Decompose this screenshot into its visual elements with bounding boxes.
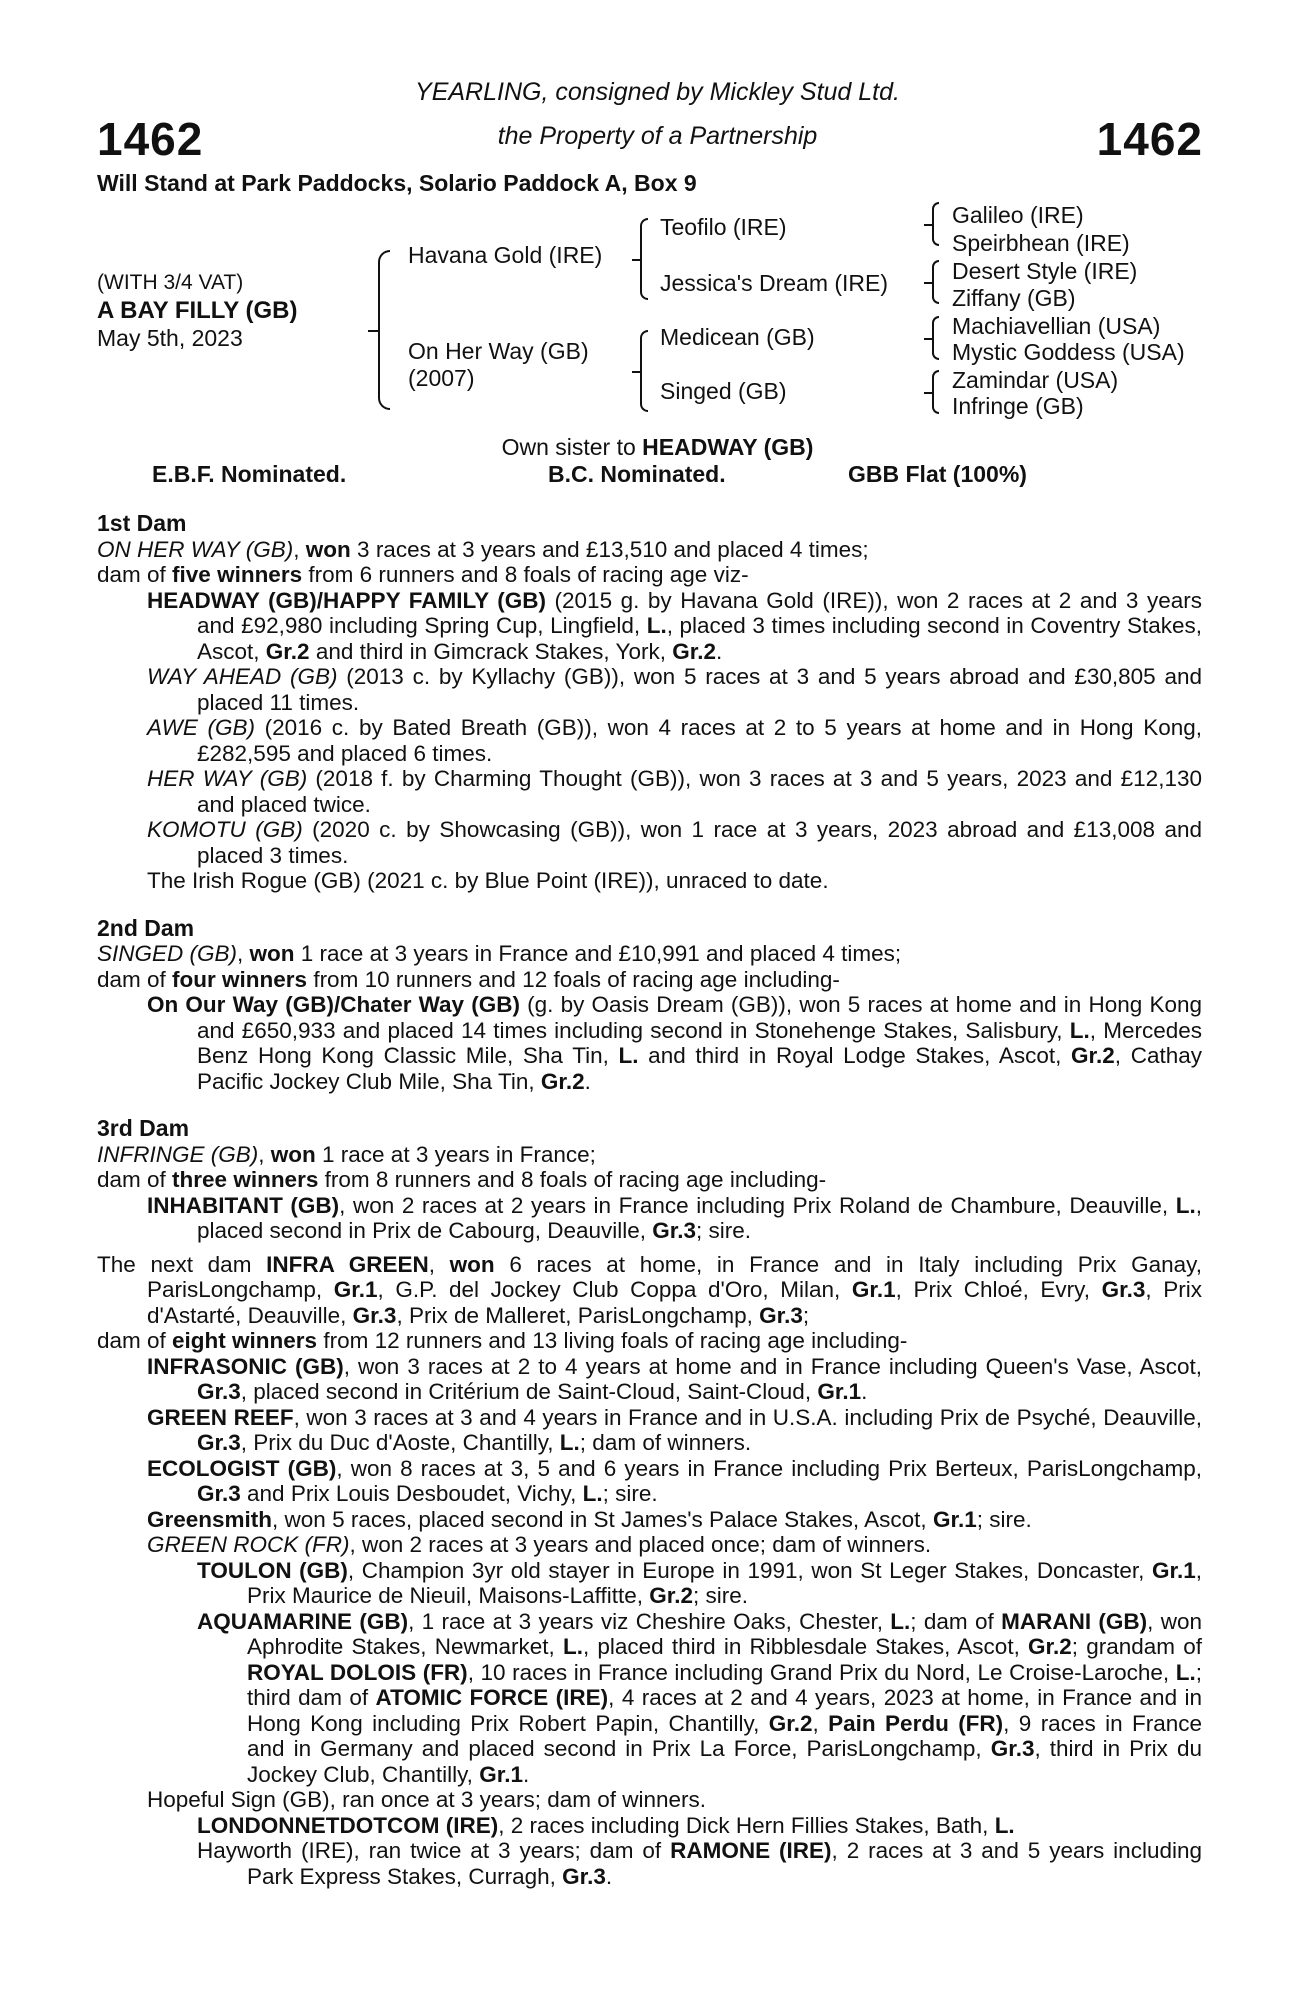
second-dam-line: SINGED (GB), won 1 race at 3 years in France and £10,991 and placed 4 times; [97,941,902,966]
third-dam-heading: 3rd Dam [97,1115,190,1141]
dam-dam-sire: Zamindar (USA) [952,367,1119,393]
third-dam-produce: dam of three winners from 8 runners and 8 foals of racing age including- [97,1167,827,1192]
dam-sire: Medicean (GB) [660,324,815,350]
sire-dam-sire: Desert Style (IRE) [952,258,1138,284]
header-consignor: YEARLING, consigned by Mickley Stud Ltd. [415,78,900,106]
produce-inhabitant: INHABITANT (GB), won 2 races at 2 years in France including Prix Roland de Chambure, Deauville, L., placed second in Prix de Cabourg, Deauville, Gr.3; sire. [147,1192,1202,1243]
dam-dam-dam: Infringe (GB) [952,393,1084,419]
sire-sire-sire: Galileo (IRE) [952,202,1084,228]
fourth-dam-line: The next dam INFRA GREEN, won 6 races at home, in France and in Italy including Prix Ganay, ParisLongchamp, Gr.1, G.P. del Jockey Club Coppa d'Oro, Milan, Gr.1, Prix Chloé, Evry, Gr.3, Prix d'Astarté, Deauville, Gr.3, Prix de Malleret, ParisLongchamp, Gr.3; [97,1251,1202,1328]
ds-brace [932,316,939,360]
sire-brace [640,218,648,300]
produce-komotu: KOMOTU (GB) (2020 c. by Showcasing (GB)), won 1 race at 3 years, 2023 abroad and £13,008 and placed 3 times. [147,817,1202,868]
produce-infrasonic: INFRASONIC (GB), won 3 races at 2 to 4 years at home and in France including Queen's Vase, Ascot, Gr.3, placed second in Critérium de Saint-Cloud, Saint-Cloud, Gr.1. [147,1353,1202,1404]
horse-name: A BAY FILLY (GB) [97,297,298,324]
produce-hayworth: Hayworth (IRE), ran twice at 3 years; dam of RAMONE (IRE), 2 races at 3 and 5 years including Park Express Stakes, Curragh, Gr.3. [197,1838,1202,1889]
gbb-flat: GBB Flat (100%) [848,461,1027,487]
horse-dob: May 5th, 2023 [97,325,243,351]
first-dam-heading: 1st Dam [97,510,187,536]
produce-greensmith: Greensmith, won 5 races, placed second in St James's Palace Stakes, Ascot, Gr.1; sire. [147,1506,1032,1532]
dd-brace [932,370,939,414]
sd-brace [932,260,939,304]
produce-on-our-way: On Our Way (GB)/Chater Way (GB) (g. by Oasis Dream (GB)), won 5 races at home and in Hong Kong and £650,933 and placed 14 times including second in Stonehenge Stakes, Salisbury, L., Mercedes Benz Hong Kong Classic Mile, Sha Tin, L. and third in Royal Lodge Stakes, Ascot, Gr.2, Cathay Pacific Jockey Club Mile, Sha Tin, Gr.2. [147,992,1202,1094]
produce-londonnetdotcom: LONDONNETDOTCOM (IRE), 2 races including Dick Hern Fillies Stakes, Bath, L. [197,1812,1015,1838]
catalogue-body [97,511,1202,1889]
second-dam-produce: dam of four winners from 10 runners and 12 foals of racing age including- [97,966,840,992]
produce-headway: HEADWAY (GB)/HAPPY FAMILY (GB) (2015 g. by Havana Gold (IRE)), won 2 races at 2 and 3 years and £92,980 including Spring Cup, Lingfield, L., placed 3 times including second in Coventry Stakes, Ascot, Gr.2 and third in Gimcrack Stakes, York, Gr.2. [147,587,1202,664]
produce-awe: AWE (GB) (2016 c. by Bated Breath (GB)), won 4 races at 2 to 5 years at home and in Hong Kong, £282,595 and placed 6 times. [147,715,1202,766]
dam: On Her Way (GB) [408,338,589,364]
produce-toulon: TOULON (GB), Champion 3yr old stayer in Europe in 1991, won St Leger Stakes, Doncaster, Gr.1, Prix Maurice de Nieuil, Maisons-Laffitte, Gr.2; sire. [197,1557,1202,1608]
produce-aquamarine: AQUAMARINE (GB), 1 race at 3 years viz Cheshire Oaks, Chester, L.; dam of MARANI (GB), won Aphrodite Stakes, Newmarket, L., placed third in Ribblesdale Stakes, Ascot, Gr.2; grandam of ROYAL DOLOIS (FR), 10 races in France including Grand Prix du Nord, Le Croise-Laroche, L.; third dam of ATOMIC FORCE (IRE), 4 races at 2 and 4 years, 2023 at home, in France and in Hong Kong including Prix Robert Papin, Chantilly, Gr.2, Pain Perdu (FR), 9 races in France and in Germany and placed second in Prix La Force, ParisLongchamp, Gr.3, third in Prix du Jockey Club, Chantilly, Gr.1. [197,1608,1203,1787]
produce-green-rock: GREEN ROCK (FR), won 2 races at 3 years and placed once; dam of winners. [147,1532,932,1557]
produce-ecologist: ECOLOGIST (GB), won 8 races at 3, 5 and 6 years in France including Prix Berteux, ParisLongchamp, Gr.3 and Prix Louis Desboudet, Vichy, L.; sire. [147,1455,1202,1506]
ebf-nominated: E.B.F. Nominated. [152,461,347,487]
dam-sire-dam: Mystic Goddess (USA) [952,339,1185,365]
ss-brace [932,202,939,246]
sire-sire: Teofilo (IRE) [660,214,787,240]
fourth-dam-produce: dam of eight winners from 12 runners and 13 living foals of racing age including- [97,1328,908,1353]
produce-hopeful-sign: Hopeful Sign (GB), ran once at 3 years; dam of winners. [147,1787,707,1812]
bc-nominated: B.C. Nominated. [548,461,726,487]
sire: Havana Gold (IRE) [408,242,603,268]
second-dam-heading: 2nd Dam [97,914,195,941]
first-dam-produce: dam of five winners from 6 runners and 8 foals of racing age viz- [97,562,749,587]
produce-irish-rogue: The Irish Rogue (GB) (2021 c. by Blue Point (IRE)), unraced to date. [147,868,829,893]
dam-brace [640,330,648,412]
sire-dam: Jessica's Dream (IRE) [660,270,889,296]
lot-number-right: 1462 [1096,113,1203,165]
sire-dam-dam: Ziffany (GB) [952,285,1076,311]
dam-dam: Singed (GB) [660,378,787,404]
lot-number-left: 1462 [97,113,204,165]
produce-way-ahead: WAY AHEAD (GB) (2013 c. by Kyllachy (GB)), won 5 races at 3 and 5 years abroad and £30,805 and placed 11 times. [147,664,1202,715]
dam-year: (2007) [408,365,475,391]
stand-location: Will Stand at Park Paddocks, Solario Paddock A, Box 9 [97,170,697,196]
produce-her-way: HER WAY (GB) (2018 f. by Charming Thought (GB)), won 3 races at 3 and 5 years, 2023 and £12,130 and placed twice. [147,766,1202,817]
dam-sire-sire: Machiavellian (USA) [952,313,1161,339]
third-dam-line: INFRINGE (GB), won 1 race at 3 years in France; [97,1141,596,1167]
produce-green-reef: GREEN REEF, won 3 races at 3 and 4 years in France and in U.S.A. including Prix de Psyché, Deauville, Gr.3, Prix du Duc d'Aoste, Chantilly, L.; dam of winners. [147,1404,1202,1455]
own-sister-note: Own sister to HEADWAY (GB) [501,434,814,460]
vat-note: (WITH 3/4 VAT) [97,271,244,294]
sire-sire-dam: Speirbhean (IRE) [952,230,1130,256]
first-dam-line: ON HER WAY (GB), won 3 races at 3 years and £13,510 and placed 4 times; [97,536,869,562]
header-property: the Property of a Partnership [497,122,818,150]
pedigree-brace [378,250,390,410]
